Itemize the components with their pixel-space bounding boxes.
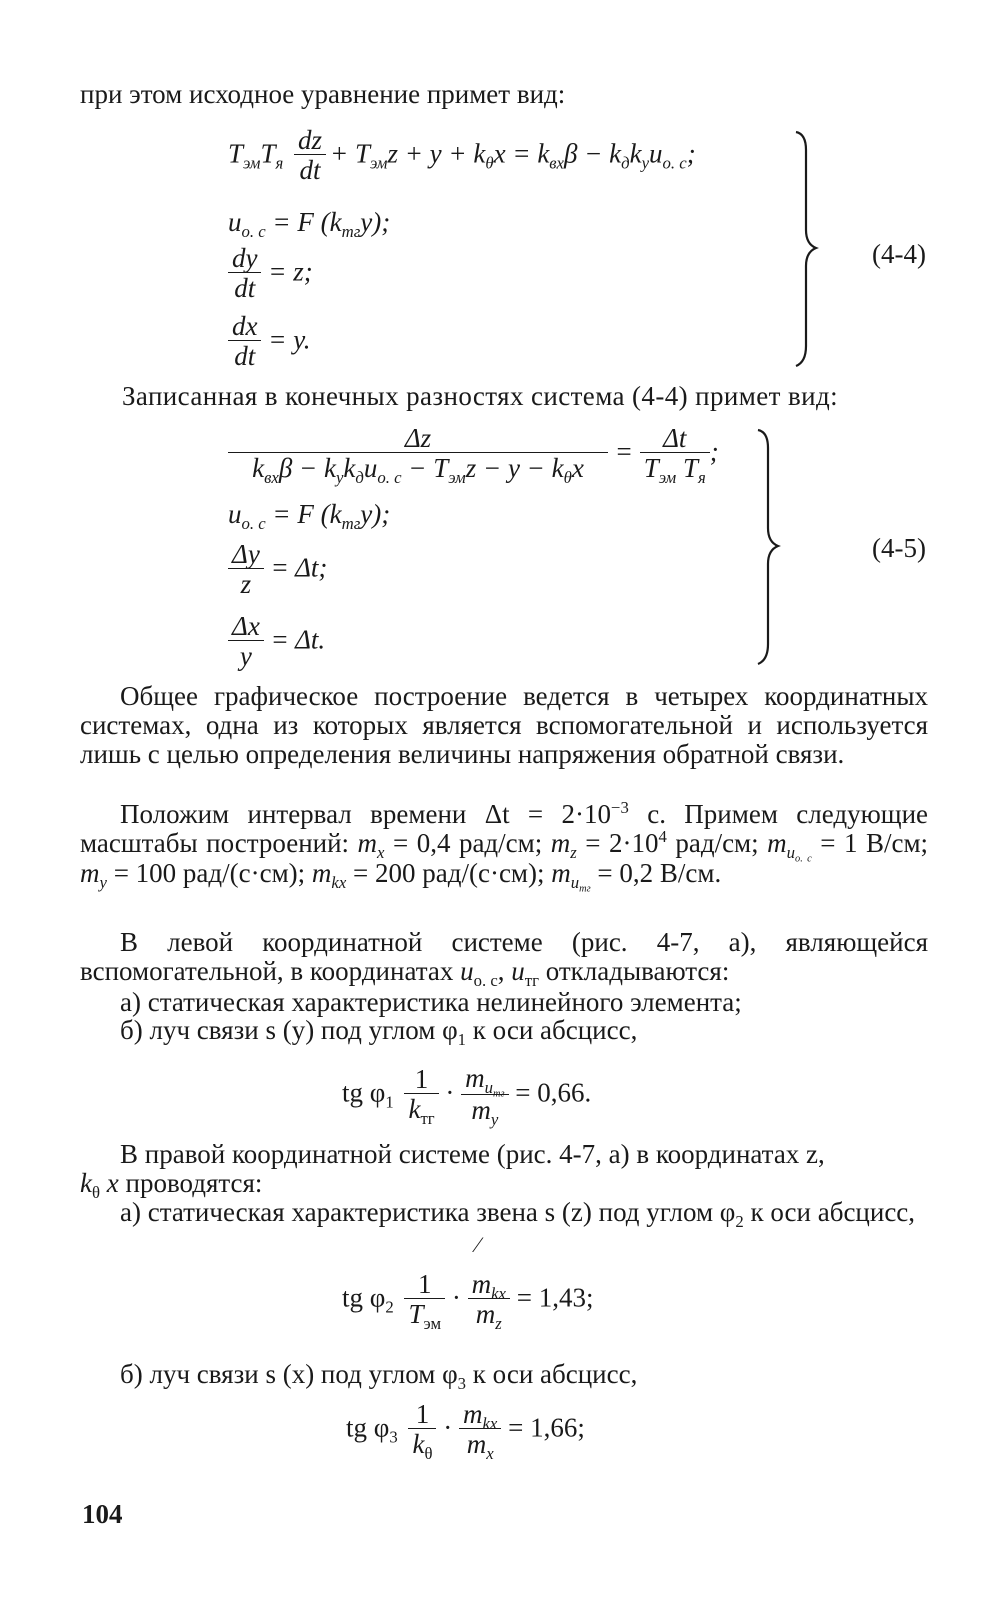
eq44-line4: $\frac{dx}{dt}$ = y.	[228, 312, 310, 372]
transition-text: Записанная в конечных разностях система (4-4) примет вид:	[122, 381, 839, 411]
equation-number-4-5: (4-5)	[872, 533, 926, 563]
list-item-a-link: а) статическая характеристика звена s (z) под углом $\varphi_2$ к оси абсцисс,	[120, 1197, 916, 1231]
right-brace-4-4	[790, 130, 830, 370]
formula-tg-phi1: tg $\varphi_1$ $\frac{1}{k_{тг}}$ · $\frac{m_{u_{тг}}}{m_y}$ = 0,66.	[342, 1063, 592, 1130]
paragraph-right-system: В правой координатной системе (рис. 4-7, а) в координатах z, $k_\theta$ x проводятся:	[80, 1139, 825, 1202]
paragraph-left-system: В левой координатной системе (рис. 4-7, а), являющейся вспомогательной, в координатах $u_{о. с}$, $u_{тг}$ откладываются:	[80, 927, 928, 990]
eq44-line2: $u_{о. с} = F$ $(k_{тг}y)$;	[228, 207, 391, 241]
eq44-line1: $T_{эм}T_я$ $\frac{dz}{dt}$ + $T_{эм}z + y + k_\theta x = k_{вх}\beta - k_дk_уu_{о. с}$;	[228, 125, 696, 186]
paragraph-graphical-construction: Общее графическое построение ведется в четырех координатных системах, одна из которых является вспомогательной и используется лишь с целью определения величины напряжения обратной связи.	[80, 681, 928, 769]
eq45-line4: $\frac{\Delta x}{y}$ = Δt.	[228, 612, 325, 672]
stray-mark: ⁄	[476, 1232, 480, 1257]
formula-tg-phi2: tg $\varphi_2$ $\frac{1}{T_{эм}}$ · $\frac{m_{kx}}{m_z}$ = 1,43;	[342, 1269, 594, 1334]
eq45-line2: $u_{о. с} = F$ $(k_{тг}y)$;	[228, 499, 391, 533]
list-item-b-ray-y: б) луч связи s (y) под углом $\varphi_1$ к оси абсцисс,	[120, 1015, 638, 1049]
page-number: 104	[82, 1499, 123, 1529]
list-item-a-nonlinear: а) статическая характеристика нелинейного элемента;	[120, 987, 742, 1017]
list-item-b-ray-x: б) луч связи s (x) под углом $\varphi_3$ к оси абсцисс,	[120, 1359, 638, 1393]
eq44-line3: $\frac{dy}{dt}$ = z;	[228, 244, 313, 304]
intro-text: при этом исходное уравнение примет вид:	[80, 79, 566, 109]
formula-tg-phi3: tg $\varphi_3$ $\frac{1}{k_\theta}$ · $\frac{m_{kx}}{m_x}$ = 1,66;	[346, 1399, 585, 1464]
paragraph-scales: Положим интервал времени $\Delta t = 2\cdot 10^{-3}$ с. Примем следующие масштабы построений: $m_x = 0,4$ рад/см; $m_z = 2\cdot 10^4$ рад/см; $m_{u_{о. с}} = 1$ В/см; $m_y = 100$ рад/(с·см); $m_{kx} = 200$ рад/(с·см); $m_{u_{тг}} = 0,2$ В/см.	[80, 797, 929, 895]
right-brace-4-5	[752, 428, 792, 668]
equation-number-4-4: (4-4)	[872, 239, 926, 269]
eq45-line1: $\frac{\Delta z}{k_{вх}\beta - k_уk_дu_{о. с} - T_{эм}z - y - k_\theta x}$ = $\frac{\Delta t}{T_{эм} T_я}$ ;	[228, 424, 719, 484]
eq45-line3: $\frac{\Delta y}{z}$ = Δt;	[228, 540, 327, 600]
